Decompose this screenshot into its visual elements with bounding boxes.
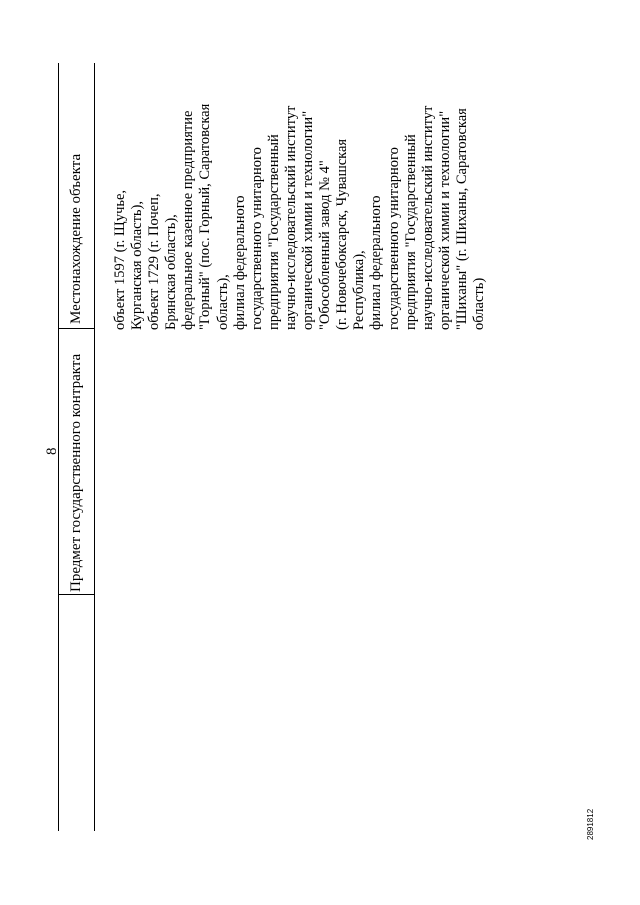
table-column-divider <box>58 328 95 329</box>
location-line: объект 1597 (г. Щучье, <box>112 189 128 330</box>
location-line: предприятия "Государственный <box>402 134 419 330</box>
location-line: Брянская область), <box>163 214 180 330</box>
location-line: научно-исследовательский институт <box>282 105 299 330</box>
location-line: филиал федерального <box>368 195 385 330</box>
location-line: филиал федерального <box>231 195 248 330</box>
table-header-subject: Предмет государственного контракта <box>68 353 84 592</box>
location-line: федеральное казенное предприятие <box>180 110 197 330</box>
location-line: область), <box>214 274 231 330</box>
location-line: предприятия "Государственный <box>265 134 282 330</box>
location-line: область) <box>470 277 487 330</box>
location-line: Республика), <box>351 250 368 330</box>
document-id: 2891812 <box>586 808 595 840</box>
location-line: Курганская область), <box>129 201 146 330</box>
table-header-location: Местонахождение объекта <box>68 153 84 324</box>
table-column-divider-left <box>58 594 95 595</box>
page-number: 8 <box>44 447 60 455</box>
location-line: "Горный" (пос. Горный, Саратовская <box>197 103 214 330</box>
location-line: научно-исследовательский институт <box>419 105 436 330</box>
location-line: "Обособленный завод № 4" <box>317 160 334 330</box>
location-line: "Шиханы" (г. Шиханы, Саратовская <box>453 108 470 330</box>
location-line: государственного унитарного <box>248 147 265 330</box>
location-line: органической химии и технологии" <box>300 110 317 330</box>
location-line: государственного унитарного <box>385 147 402 330</box>
table-rule-header-bottom <box>94 63 95 831</box>
location-line: органической химии и технологии" <box>436 110 453 330</box>
location-cell <box>112 65 488 330</box>
location-line: объект 1729 (г. Почеп, <box>146 193 163 330</box>
location-line: (г. Новочебоксарск, Чувашская <box>334 138 351 330</box>
